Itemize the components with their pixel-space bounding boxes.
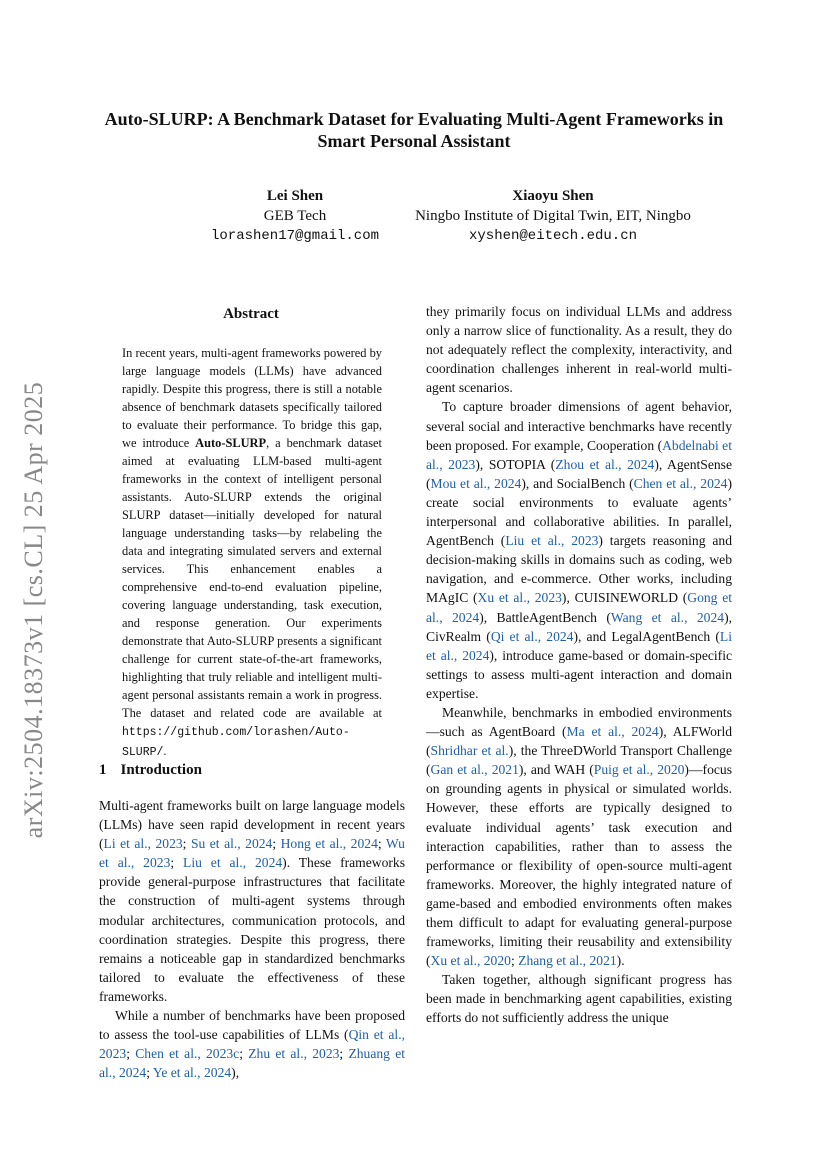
author-email[interactable]: xyshen@eitech.edu.cn [468,228,638,244]
citation-link[interactable]: Zhu et al., 2023 [248,1046,340,1062]
paragraph-text: ), ALFWorld ( [426,724,733,759]
separator: ; [170,855,184,871]
paragraph-text: Multi-agent frameworks built on large language models (LLMs) have seen rapid development in recent years ( [99,798,405,852]
separator: ; [377,836,386,852]
paragraph [99,1006,405,1082]
paragraph-text: ), and LegalAgentBench ( [573,628,720,644]
paragraph-text: ). These frameworks provide general-purpose infrastructures that facilitate the construction of multi-agent systems through modular architectures, communication protocols, and coordination strategies. Despite this progress, there remains a noticeable gap in standardized benchmarks tailored to evaluate the effectiveness of these frameworks. [99,855,405,1004]
paragraph-text: Meanwhile, benchmarks in embodied environments—such as AgentBoard ( [426,704,732,740]
citation-link[interactable]: Ma et al., 2024 [566,724,659,740]
separator: ; [146,1065,153,1081]
abstract-text: . [163,744,167,758]
abstract-heading: Abstract [223,306,279,322]
paragraph: they primarily focus on individual LLMs and address only a narrow slice of functionality. As a result, they do not adequately reflect the complexity, interactivity, and coordination challenges inherent in real-world multi-agent scenarios. [426,304,732,396]
paragraph-text: To capture broader dimensions of agent behavior, several social and interactive benchmarks have recently been proposed. For example, Cooperation ( [426,399,732,453]
citation-link[interactable]: Wang et al., 2024 [610,609,725,625]
citation-link[interactable]: Shridhar et al. [430,743,509,759]
paragraph-text: ), [231,1065,240,1081]
right-column-body [426,302,732,1028]
paragraph-text: ) targets reasoning and decision-making skills in domains such as coding, web navigation, and e-commerce. Other works, including MAgIC ( [426,533,733,606]
paragraph-text: )—focus on grounding agents in physical or simulated worlds. However, these efforts are typically designed to evaluate individual agents’ task execution and interaction capabilities, rather than to assess the performance or flexibility of open-source multi-agent frameworks. Moreover, the highly integrated nature of game-based and embodied environments often makes them difficult to adapt for evaluating general-purpose frameworks, limiting their reusability and extensibility ( [426,762,732,969]
separator: ; [239,1046,249,1062]
author-block-1 [190,186,400,246]
citation-link[interactable]: Liu et al., 2023 [505,533,599,549]
citation-link[interactable]: Chen et al., 2023c [135,1046,240,1062]
paragraph [426,397,732,703]
paragraph-text: ), CUISINEWORLD ( [561,590,688,606]
citation-link[interactable]: Wu et al., 2023 [99,836,405,871]
paragraph-text: ), AgentSense ( [426,456,732,491]
paragraph-text: ), the ThreeDWorld Transport Challenge ( [426,743,732,778]
abstract-text: , a benchmark dataset aimed at evaluating LLM-based multi-agent frameworks in the context of intelligent personal assistants. Auto-SLURP extends the original SLURP dataset—initially developed for natural language understanding tasks—by relabeling the data and integrating simulated servers and external services. This enhancement enables a comprehensive end-to-end evaluation pipeline, covering language understanding, task execution, and response generation. Our experiments demonstrate that Auto-SLURP presents a significant challenge for current state-of-the-art frameworks, highlighting that truly reliable and intelligent multi-agent personal assistants remain a work in progress. The dataset and related code are available at [122,436,382,720]
paragraph-text: ), CivRealm ( [426,609,732,644]
separator: ; [272,836,281,852]
abstract-text: In recent years, multi-agent frameworks powered by large language models (LLMs) have advanced rapidly. Despite this progress, there is still a notable absence of benchmark datasets specifically tailored to evaluate their performance. To bridge this gap, we introduce [122,346,382,450]
author-affiliation: Ningbo Institute of Digital Twin, EIT, Ningbo [415,208,691,224]
citation-link[interactable]: Su et al., 2024 [190,836,273,852]
paragraph-text: ), and WAH ( [518,762,594,778]
paragraph-text: While a number of benchmarks have been proposed to assess the tool-use capabilities of LLMs ( [99,1008,405,1043]
paragraph-text: ), introduce game-based or domain-specific settings to assess multi-agent interaction and domain expertise. [426,647,733,701]
paragraph: Taken together, although significant progress has been made in benchmarking agent capabilities, existing efforts do not sufficiently address the unique [426,972,732,1026]
author-email[interactable]: lorashen17@gmail.com [210,228,380,244]
left-column-body [99,796,405,1082]
author-name: Lei Shen [266,188,324,204]
repo-link[interactable]: https://github.com/lorashen/Auto-SLURP/ [122,726,350,759]
arxiv-side-stamp: arXiv:2504.18373v1 [cs.CL] 25 Apr 2025 [19,381,48,839]
author-name: Xiaoyu Shen [512,188,594,204]
citation-link[interactable]: Xu et al., 2020 [430,953,511,969]
citation-link[interactable]: Chen et al., 2024 [633,475,728,491]
section-title: Introduction [120,762,202,778]
author-affiliation: GEB Tech [263,208,327,224]
citation-link[interactable]: Abdelnabi et al., 2023 [426,437,732,472]
author-block-2 [393,186,713,246]
paper-title: Auto-SLURP: A Benchmark Dataset for Evaluating Multi-Agent Frameworks in Smart Personal Assistant [104,109,724,151]
citation-link[interactable]: Li et al., 2023 [103,836,183,852]
paragraph-text: ), and SocialBench ( [521,475,634,491]
paragraph-text: ), BattleAgentBench ( [479,609,611,625]
citation-link[interactable]: Puig et al., 2020 [593,762,685,778]
citation-link[interactable]: Li et al., 2024 [426,628,732,663]
paragraph [426,703,732,970]
paragraph-text: ), SOTOPIA ( [475,456,556,472]
citation-link[interactable]: Mou et al., 2024 [430,475,522,491]
paragraph-text: ). [616,953,625,969]
separator: ; [182,836,191,852]
paragraph-text: ) create social environments to evaluate agents’ interpersonal and collaborative abilities. In parallel, AgentBench ( [426,475,733,549]
citation-link[interactable]: Gong et al., 2024 [426,590,732,625]
section-heading-introduction [99,762,202,779]
abstract-body [122,344,382,762]
section-number: 1 [99,762,107,778]
paragraph [99,796,405,1006]
citation-link[interactable]: Zhang et al., 2021 [518,953,617,969]
citation-link[interactable]: Gan et al., 2021 [430,762,519,778]
separator: ; [126,1046,136,1062]
citation-link[interactable]: Qin et al., 2023 [99,1027,405,1062]
citation-link[interactable]: Hong et al., 2024 [280,836,378,852]
citation-link[interactable]: Ye et al., 2024 [152,1065,232,1081]
citation-link[interactable]: Zhuang et al., 2024 [99,1046,405,1081]
citation-link[interactable]: Xu et al., 2023 [477,590,562,606]
separator: ; [339,1046,349,1062]
dataset-name: Auto-SLURP [195,436,267,450]
separator: ; [510,953,519,969]
citation-link[interactable]: Zhou et al., 2024 [555,456,655,472]
citation-link[interactable]: Liu et al., 2024 [183,855,283,871]
citation-link[interactable]: Qi et al., 2024 [490,628,574,644]
